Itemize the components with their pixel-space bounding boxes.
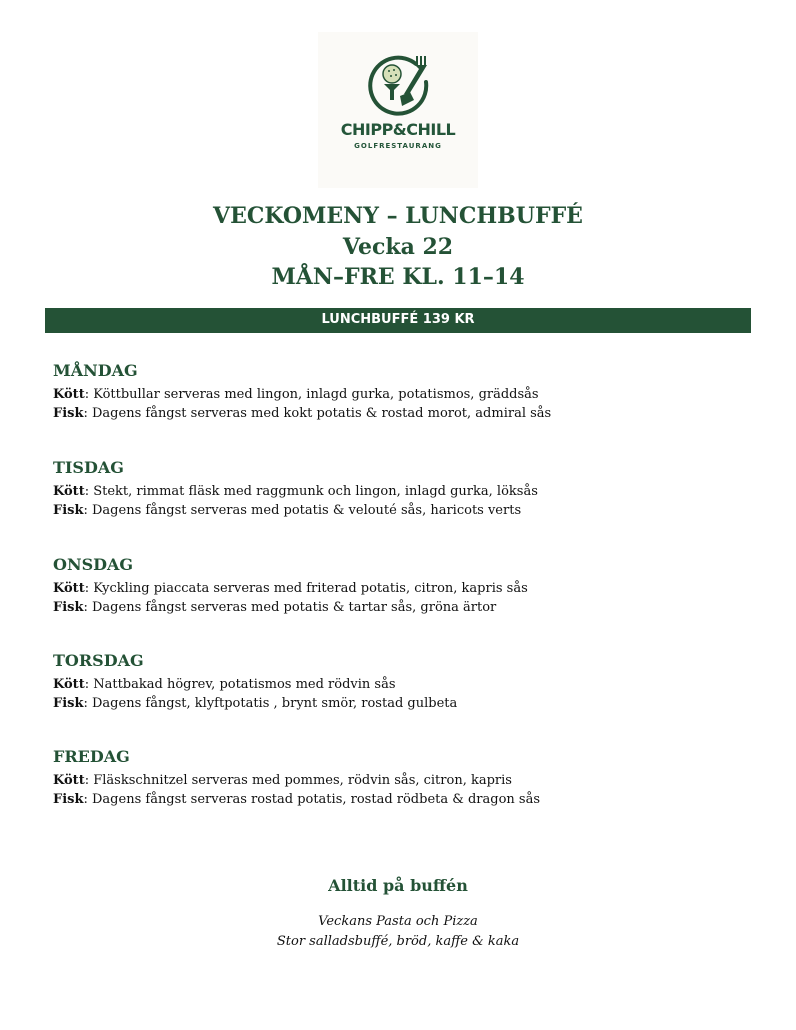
fish-text: : Dagens fångst serveras med potatis & tartar sås, gröna ärtor — [83, 600, 497, 615]
fish-dish — [53, 694, 773, 713]
day-name: TORSDAG — [53, 651, 144, 670]
meat-label: Kött — [53, 677, 85, 692]
meat-dish — [53, 482, 773, 501]
meat-dish — [53, 675, 773, 694]
week-label: Vecka 22 — [342, 234, 454, 260]
day-name: TISDAG — [53, 458, 124, 477]
fish-label: Fisk — [53, 792, 84, 807]
meat-text: : Kyckling piaccata serveras med friterad potatis, citron, kapris sås — [84, 581, 528, 596]
restaurant-logo — [318, 32, 478, 188]
fish-text: : Dagens fångst, klyftpotatis , brynt smör, rostad gulbeta — [83, 696, 458, 711]
meat-text: : Köttbullar serveras med lingon, inlagd gurka, potatismos, gräddsås — [84, 387, 539, 402]
fish-text: : Dagens fångst serveras med kokt potatis & rostad morot, admiral sås — [83, 406, 552, 421]
meat-text: : Fläskschnitzel serveras med pommes, rödvin sås, citron, kapris — [84, 773, 512, 788]
fish-label: Fisk — [53, 600, 84, 615]
meat-text: : Nattbakad högrev, potatismos med rödvin sås — [84, 677, 396, 692]
hours-label: MÅN–FRE KL. 11–14 — [271, 264, 525, 290]
day-tuesday — [53, 458, 773, 520]
price-banner-text: LUNCHBUFFÉ 139 KR — [321, 312, 475, 327]
meat-dish — [53, 771, 773, 790]
fish-text: : Dagens fångst serveras med potatis & velouté sås, haricots verts — [83, 503, 522, 518]
fish-text: : Dagens fångst serveras rostad potatis, rostad rödbeta & dragon sås — [83, 792, 540, 807]
fish-label: Fisk — [53, 406, 84, 421]
meat-label: Kött — [53, 581, 85, 596]
meat-label: Kött — [53, 484, 85, 499]
fish-label: Fisk — [53, 696, 84, 711]
always-item: Veckans Pasta och Pizza — [318, 914, 478, 929]
meat-label: Kött — [53, 773, 85, 788]
fish-dish — [53, 501, 773, 520]
meat-label: Kött — [53, 387, 85, 402]
page-title: VECKOMENY – LUNCHBUFFÉ — [213, 203, 583, 229]
meat-dish — [53, 579, 773, 598]
golf-fork-icon — [364, 52, 432, 120]
day-wednesday — [53, 555, 773, 617]
fish-dish — [53, 598, 773, 617]
price-banner — [45, 308, 751, 333]
meat-text: : Stekt, rimmat fläsk med raggmunk och lingon, inlagd gurka, löksås — [84, 484, 538, 499]
day-thursday — [53, 651, 773, 713]
day-name: MÅNDAG — [53, 361, 138, 380]
day-name: ONSDAG — [53, 555, 134, 574]
always-item: Stor salladsbuffé, bröd, kaffe & kaka — [276, 934, 520, 949]
logo-subtitle: GOLFRESTAURANG — [354, 142, 442, 150]
logo-name: CHIPP&CHILL — [340, 120, 456, 139]
day-monday — [53, 361, 773, 423]
always-title: Alltid på buffén — [328, 876, 468, 895]
day-friday — [53, 747, 773, 809]
meat-dish — [53, 385, 773, 404]
fish-label: Fisk — [53, 503, 84, 518]
fish-dish — [53, 790, 773, 809]
day-name: FREDAG — [53, 747, 130, 766]
fish-dish — [53, 404, 773, 423]
